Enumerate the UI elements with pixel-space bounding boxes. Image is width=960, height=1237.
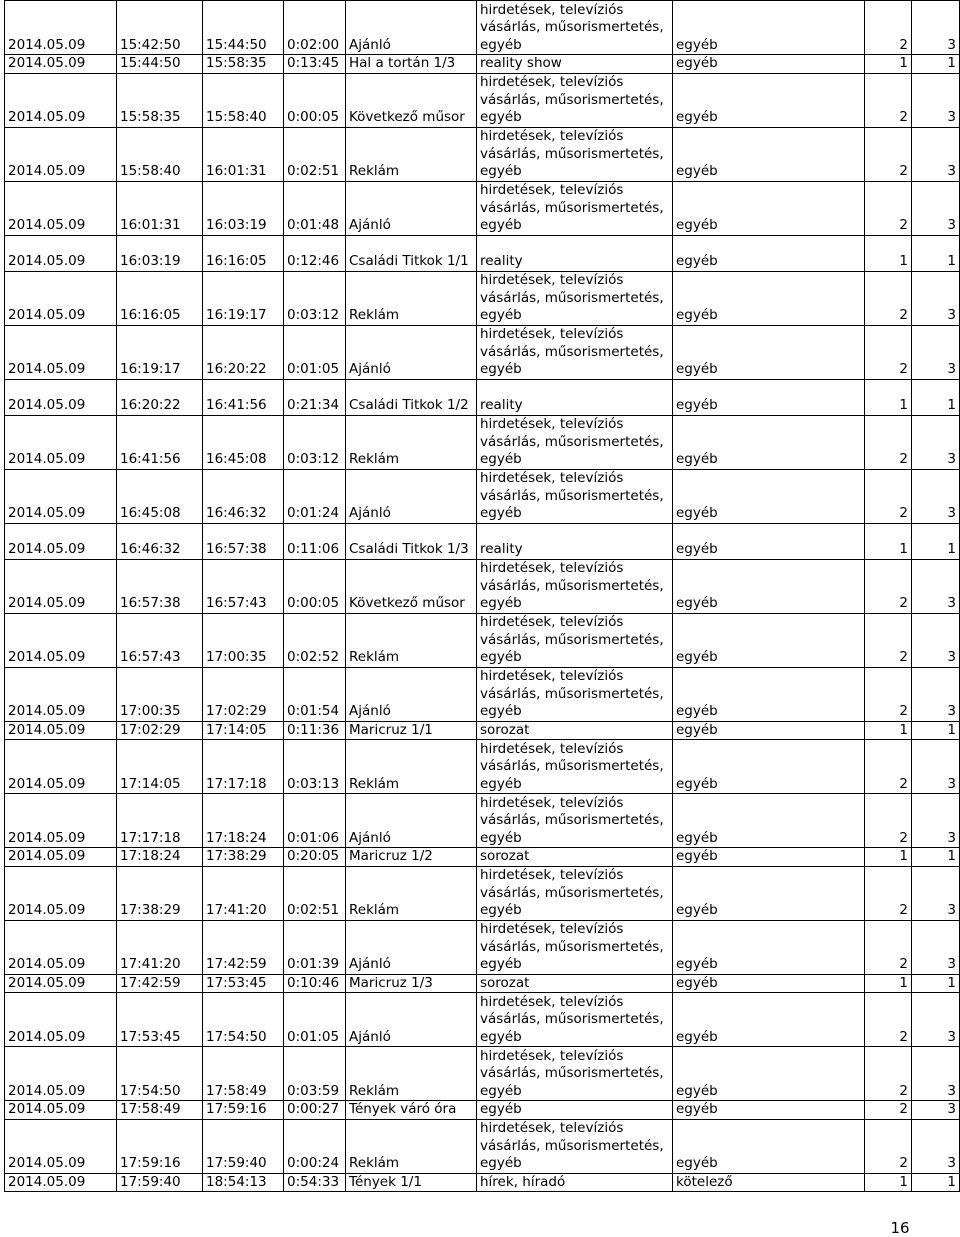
start-time-cell: 16:01:31 <box>117 181 203 235</box>
program-title-cell: Családi Titkok 1/1 <box>346 235 477 271</box>
code-2-cell: 3 <box>912 667 960 721</box>
program-title-cell: Családi Titkok 1/2 <box>346 379 477 415</box>
table-row <box>5 866 960 920</box>
end-time-cell: 17:41:20 <box>203 866 284 920</box>
duration-cell: 0:01:05 <box>284 993 346 1047</box>
category-cell: egyéb <box>673 667 865 721</box>
end-time-cell: 17:59:16 <box>203 1101 284 1120</box>
duration-cell: 0:00:05 <box>284 559 346 613</box>
program-title-cell: Reklám <box>346 1047 477 1101</box>
code-1-cell: 2 <box>865 325 912 379</box>
table-row <box>5 559 960 613</box>
category-cell: egyéb <box>673 73 865 127</box>
end-time-cell: 16:01:31 <box>203 127 284 181</box>
code-2-cell: 1 <box>912 235 960 271</box>
end-time-cell: 16:19:17 <box>203 271 284 325</box>
broadcast-date-cell: 2014.05.09 <box>5 1101 117 1120</box>
end-time-cell: 17:54:50 <box>203 993 284 1047</box>
end-time-cell: 16:45:08 <box>203 415 284 469</box>
program-title-cell: Ajánló <box>346 1 477 55</box>
category-cell: egyéb <box>673 848 865 867</box>
program-type-cell: hirdetések, televíziós vásárlás, műsorismertetés, egyéb <box>477 1119 673 1173</box>
code-2-cell: 3 <box>912 1119 960 1173</box>
duration-cell: 0:03:59 <box>284 1047 346 1101</box>
category-cell: egyéb <box>673 721 865 740</box>
category-cell: egyéb <box>673 271 865 325</box>
start-time-cell: 16:46:32 <box>117 523 203 559</box>
code-1-cell: 2 <box>865 1 912 55</box>
broadcast-date-cell: 2014.05.09 <box>5 469 117 523</box>
table-row <box>5 1173 960 1192</box>
category-cell: egyéb <box>673 523 865 559</box>
category-cell: egyéb <box>673 794 865 848</box>
code-1-cell: 1 <box>865 523 912 559</box>
end-time-cell: 16:41:56 <box>203 379 284 415</box>
program-title-cell: Maricruz 1/1 <box>346 721 477 740</box>
end-time-cell: 17:02:29 <box>203 667 284 721</box>
duration-cell: 0:03:12 <box>284 415 346 469</box>
duration-cell: 0:01:39 <box>284 920 346 974</box>
code-1-cell: 1 <box>865 235 912 271</box>
program-type-cell: hirdetések, televíziós vásárlás, műsorismertetés, egyéb <box>477 993 673 1047</box>
code-1-cell: 2 <box>865 1047 912 1101</box>
duration-cell: 0:00:24 <box>284 1119 346 1173</box>
category-cell: egyéb <box>673 469 865 523</box>
duration-cell: 0:01:06 <box>284 794 346 848</box>
duration-cell: 0:01:54 <box>284 667 346 721</box>
table-row <box>5 667 960 721</box>
duration-cell: 0:02:00 <box>284 1 346 55</box>
code-1-cell: 2 <box>865 415 912 469</box>
duration-cell: 0:03:13 <box>284 740 346 794</box>
end-time-cell: 17:59:40 <box>203 1119 284 1173</box>
code-2-cell: 1 <box>912 1173 960 1192</box>
broadcast-date-cell: 2014.05.09 <box>5 974 117 993</box>
category-cell: egyéb <box>673 740 865 794</box>
code-2-cell: 3 <box>912 559 960 613</box>
end-time-cell: 16:57:43 <box>203 559 284 613</box>
table-row <box>5 271 960 325</box>
start-time-cell: 17:59:40 <box>117 1173 203 1192</box>
program-title-cell: Ajánló <box>346 993 477 1047</box>
table-row <box>5 127 960 181</box>
category-cell: egyéb <box>673 1 865 55</box>
broadcast-date-cell: 2014.05.09 <box>5 866 117 920</box>
code-2-cell: 3 <box>912 469 960 523</box>
start-time-cell: 17:41:20 <box>117 920 203 974</box>
start-time-cell: 17:18:24 <box>117 848 203 867</box>
code-1-cell: 2 <box>865 794 912 848</box>
code-2-cell: 3 <box>912 740 960 794</box>
program-type-cell: sorozat <box>477 848 673 867</box>
broadcast-date-cell: 2014.05.09 <box>5 993 117 1047</box>
duration-cell: 0:02:52 <box>284 613 346 667</box>
program-type-cell: hirdetések, televíziós vásárlás, műsorismertetés, egyéb <box>477 559 673 613</box>
end-time-cell: 17:14:05 <box>203 721 284 740</box>
duration-cell: 0:00:05 <box>284 73 346 127</box>
program-title-cell: Ajánló <box>346 920 477 974</box>
broadcast-date-cell: 2014.05.09 <box>5 415 117 469</box>
start-time-cell: 17:54:50 <box>117 1047 203 1101</box>
program-title-cell: Maricruz 1/3 <box>346 974 477 993</box>
duration-cell: 0:00:27 <box>284 1101 346 1120</box>
program-type-cell: reality <box>477 235 673 271</box>
program-title-cell: Ajánló <box>346 325 477 379</box>
program-type-cell: reality <box>477 379 673 415</box>
broadcast-date-cell: 2014.05.09 <box>5 379 117 415</box>
category-cell: egyéb <box>673 1119 865 1173</box>
start-time-cell: 17:59:16 <box>117 1119 203 1173</box>
program-type-cell: hirdetések, televíziós vásárlás, műsorismertetés, egyéb <box>477 181 673 235</box>
duration-cell: 0:11:06 <box>284 523 346 559</box>
category-cell: egyéb <box>673 325 865 379</box>
program-type-cell: hirdetések, televíziós vásárlás, műsorismertetés, egyéb <box>477 920 673 974</box>
program-type-cell: hirdetések, televíziós vásárlás, műsorismertetés, egyéb <box>477 794 673 848</box>
end-time-cell: 17:58:49 <box>203 1047 284 1101</box>
category-cell: kötelező <box>673 1173 865 1192</box>
code-1-cell: 1 <box>865 55 912 74</box>
code-1-cell: 2 <box>865 469 912 523</box>
table-row <box>5 181 960 235</box>
duration-cell: 0:03:12 <box>284 271 346 325</box>
category-cell: egyéb <box>673 613 865 667</box>
table-row <box>5 235 960 271</box>
broadcast-date-cell: 2014.05.09 <box>5 1 117 55</box>
duration-cell: 0:01:05 <box>284 325 346 379</box>
end-time-cell: 17:17:18 <box>203 740 284 794</box>
duration-cell: 0:54:33 <box>284 1173 346 1192</box>
program-title-cell: Tények váró óra <box>346 1101 477 1120</box>
table-row <box>5 469 960 523</box>
category-cell: egyéb <box>673 55 865 74</box>
start-time-cell: 17:14:05 <box>117 740 203 794</box>
broadcast-date-cell: 2014.05.09 <box>5 559 117 613</box>
table-row <box>5 993 960 1047</box>
end-time-cell: 17:00:35 <box>203 613 284 667</box>
program-title-cell: Hal a tortán 1/3 <box>346 55 477 74</box>
code-2-cell: 3 <box>912 920 960 974</box>
code-2-cell: 3 <box>912 794 960 848</box>
duration-cell: 0:13:45 <box>284 55 346 74</box>
category-cell: egyéb <box>673 559 865 613</box>
end-time-cell: 17:38:29 <box>203 848 284 867</box>
program-type-cell: sorozat <box>477 721 673 740</box>
code-1-cell: 1 <box>865 379 912 415</box>
broadcast-date-cell: 2014.05.09 <box>5 523 117 559</box>
broadcast-date-cell: 2014.05.09 <box>5 721 117 740</box>
schedule-table <box>4 0 960 1192</box>
code-1-cell: 2 <box>865 613 912 667</box>
start-time-cell: 16:57:43 <box>117 613 203 667</box>
broadcast-date-cell: 2014.05.09 <box>5 325 117 379</box>
end-time-cell: 15:58:40 <box>203 73 284 127</box>
broadcast-date-cell: 2014.05.09 <box>5 740 117 794</box>
program-type-cell: hirdetések, televíziós vásárlás, műsorismertetés, egyéb <box>477 325 673 379</box>
broadcast-date-cell: 2014.05.09 <box>5 55 117 74</box>
code-2-cell: 3 <box>912 325 960 379</box>
program-title-cell: Családi Titkok 1/3 <box>346 523 477 559</box>
duration-cell: 0:01:24 <box>284 469 346 523</box>
broadcast-date-cell: 2014.05.09 <box>5 73 117 127</box>
program-type-cell: hirdetések, televíziós vásárlás, műsorismertetés, egyéb <box>477 740 673 794</box>
table-row <box>5 794 960 848</box>
program-title-cell: Tények 1/1 <box>346 1173 477 1192</box>
start-time-cell: 16:03:19 <box>117 235 203 271</box>
code-2-cell: 3 <box>912 1 960 55</box>
program-type-cell: hirdetések, televíziós vásárlás, műsorismertetés, egyéb <box>477 271 673 325</box>
program-title-cell: Reklám <box>346 415 477 469</box>
category-cell: egyéb <box>673 920 865 974</box>
table-row <box>5 379 960 415</box>
category-cell: egyéb <box>673 181 865 235</box>
broadcast-date-cell: 2014.05.09 <box>5 613 117 667</box>
code-1-cell: 1 <box>865 721 912 740</box>
start-time-cell: 16:45:08 <box>117 469 203 523</box>
end-time-cell: 15:44:50 <box>203 1 284 55</box>
code-2-cell: 3 <box>912 271 960 325</box>
broadcast-date-cell: 2014.05.09 <box>5 181 117 235</box>
duration-cell: 0:21:34 <box>284 379 346 415</box>
category-cell: egyéb <box>673 993 865 1047</box>
end-time-cell: 16:57:38 <box>203 523 284 559</box>
code-1-cell: 2 <box>865 1119 912 1173</box>
category-cell: egyéb <box>673 1047 865 1101</box>
program-title-cell: Maricruz 1/2 <box>346 848 477 867</box>
table-row <box>5 721 960 740</box>
start-time-cell: 17:42:59 <box>117 974 203 993</box>
start-time-cell: 17:00:35 <box>117 667 203 721</box>
program-type-cell: reality show <box>477 55 673 74</box>
duration-cell: 0:02:51 <box>284 127 346 181</box>
start-time-cell: 16:16:05 <box>117 271 203 325</box>
program-title-cell: Ajánló <box>346 469 477 523</box>
broadcast-date-cell: 2014.05.09 <box>5 271 117 325</box>
category-cell: egyéb <box>673 974 865 993</box>
code-1-cell: 2 <box>865 1101 912 1120</box>
code-2-cell: 3 <box>912 866 960 920</box>
code-2-cell: 3 <box>912 181 960 235</box>
table-row <box>5 415 960 469</box>
program-type-cell: hirdetések, televíziós vásárlás, műsorismertetés, egyéb <box>477 415 673 469</box>
broadcast-date-cell: 2014.05.09 <box>5 127 117 181</box>
program-type-cell: hirdetések, televíziós vásárlás, műsorismertetés, egyéb <box>477 667 673 721</box>
code-1-cell: 2 <box>865 920 912 974</box>
program-type-cell: hirdetések, televíziós vásárlás, műsorismertetés, egyéb <box>477 127 673 181</box>
broadcast-date-cell: 2014.05.09 <box>5 794 117 848</box>
start-time-cell: 17:58:49 <box>117 1101 203 1120</box>
broadcast-date-cell: 2014.05.09 <box>5 1047 117 1101</box>
program-type-cell: reality <box>477 523 673 559</box>
table-row <box>5 73 960 127</box>
category-cell: egyéb <box>673 127 865 181</box>
duration-cell: 0:02:51 <box>284 866 346 920</box>
table-row <box>5 523 960 559</box>
table-row <box>5 920 960 974</box>
table-row <box>5 1119 960 1173</box>
program-type-cell: hirdetések, televíziós vásárlás, műsorismertetés, egyéb <box>477 469 673 523</box>
start-time-cell: 17:38:29 <box>117 866 203 920</box>
start-time-cell: 15:44:50 <box>117 55 203 74</box>
code-1-cell: 2 <box>865 73 912 127</box>
code-2-cell: 3 <box>912 1101 960 1120</box>
start-time-cell: 15:58:35 <box>117 73 203 127</box>
code-1-cell: 2 <box>865 740 912 794</box>
end-time-cell: 15:58:35 <box>203 55 284 74</box>
program-title-cell: Reklám <box>346 271 477 325</box>
start-time-cell: 16:57:38 <box>117 559 203 613</box>
code-2-cell: 3 <box>912 73 960 127</box>
table-row <box>5 1 960 55</box>
duration-cell: 0:01:48 <box>284 181 346 235</box>
start-time-cell: 16:19:17 <box>117 325 203 379</box>
program-type-cell: hírek, híradó <box>477 1173 673 1192</box>
start-time-cell: 17:17:18 <box>117 794 203 848</box>
program-title-cell: Reklám <box>346 613 477 667</box>
start-time-cell: 17:53:45 <box>117 993 203 1047</box>
program-type-cell: hirdetések, televíziós vásárlás, műsorismertetés, egyéb <box>477 866 673 920</box>
broadcast-date-cell: 2014.05.09 <box>5 667 117 721</box>
start-time-cell: 16:41:56 <box>117 415 203 469</box>
code-1-cell: 2 <box>865 559 912 613</box>
page-number: 16 <box>890 1219 910 1237</box>
code-2-cell: 3 <box>912 993 960 1047</box>
table-row <box>5 1101 960 1120</box>
end-time-cell: 16:46:32 <box>203 469 284 523</box>
code-1-cell: 2 <box>865 181 912 235</box>
end-time-cell: 16:20:22 <box>203 325 284 379</box>
code-2-cell: 3 <box>912 613 960 667</box>
code-2-cell: 3 <box>912 1047 960 1101</box>
table-row <box>5 974 960 993</box>
code-1-cell: 2 <box>865 271 912 325</box>
code-1-cell: 2 <box>865 993 912 1047</box>
duration-cell: 0:10:46 <box>284 974 346 993</box>
category-cell: egyéb <box>673 415 865 469</box>
code-1-cell: 2 <box>865 127 912 181</box>
broadcast-date-cell: 2014.05.09 <box>5 848 117 867</box>
program-title-cell: Reklám <box>346 127 477 181</box>
broadcast-date-cell: 2014.05.09 <box>5 235 117 271</box>
start-time-cell: 15:42:50 <box>117 1 203 55</box>
program-type-cell: sorozat <box>477 974 673 993</box>
code-2-cell: 1 <box>912 721 960 740</box>
program-title-cell: Ajánló <box>346 181 477 235</box>
table-row <box>5 325 960 379</box>
program-title-cell: Ajánló <box>346 794 477 848</box>
program-title-cell: Reklám <box>346 740 477 794</box>
end-time-cell: 16:03:19 <box>203 181 284 235</box>
broadcast-date-cell: 2014.05.09 <box>5 1119 117 1173</box>
program-title-cell: Következő műsor <box>346 73 477 127</box>
category-cell: egyéb <box>673 379 865 415</box>
category-cell: egyéb <box>673 866 865 920</box>
broadcast-date-cell: 2014.05.09 <box>5 920 117 974</box>
end-time-cell: 17:18:24 <box>203 794 284 848</box>
end-time-cell: 17:42:59 <box>203 920 284 974</box>
program-title-cell: Következő műsor <box>346 559 477 613</box>
code-1-cell: 1 <box>865 974 912 993</box>
program-type-cell: hirdetések, televíziós vásárlás, műsorismertetés, egyéb <box>477 1 673 55</box>
program-title-cell: Reklám <box>346 866 477 920</box>
code-1-cell: 1 <box>865 1173 912 1192</box>
table-row <box>5 1047 960 1101</box>
program-type-cell: hirdetések, televíziós vásárlás, műsorismertetés, egyéb <box>477 73 673 127</box>
start-time-cell: 16:20:22 <box>117 379 203 415</box>
end-time-cell: 17:53:45 <box>203 974 284 993</box>
program-type-cell: egyéb <box>477 1101 673 1120</box>
start-time-cell: 17:02:29 <box>117 721 203 740</box>
code-2-cell: 3 <box>912 415 960 469</box>
table-row <box>5 55 960 74</box>
end-time-cell: 16:16:05 <box>203 235 284 271</box>
code-1-cell: 1 <box>865 848 912 867</box>
program-type-cell: hirdetések, televíziós vásárlás, műsorismertetés, egyéb <box>477 613 673 667</box>
duration-cell: 0:12:46 <box>284 235 346 271</box>
broadcast-date-cell: 2014.05.09 <box>5 1173 117 1192</box>
category-cell: egyéb <box>673 1101 865 1120</box>
table-row <box>5 740 960 794</box>
program-title-cell: Ajánló <box>346 667 477 721</box>
program-type-cell: hirdetések, televíziós vásárlás, műsorismertetés, egyéb <box>477 1047 673 1101</box>
code-2-cell: 1 <box>912 523 960 559</box>
duration-cell: 0:11:36 <box>284 721 346 740</box>
code-2-cell: 1 <box>912 974 960 993</box>
schedule-rows <box>5 1 960 1192</box>
code-2-cell: 1 <box>912 55 960 74</box>
start-time-cell: 15:58:40 <box>117 127 203 181</box>
table-row <box>5 848 960 867</box>
category-cell: egyéb <box>673 235 865 271</box>
end-time-cell: 18:54:13 <box>203 1173 284 1192</box>
code-2-cell: 1 <box>912 848 960 867</box>
code-2-cell: 3 <box>912 127 960 181</box>
program-title-cell: Reklám <box>346 1119 477 1173</box>
code-1-cell: 2 <box>865 866 912 920</box>
code-2-cell: 1 <box>912 379 960 415</box>
code-1-cell: 2 <box>865 667 912 721</box>
table-row <box>5 613 960 667</box>
duration-cell: 0:20:05 <box>284 848 346 867</box>
